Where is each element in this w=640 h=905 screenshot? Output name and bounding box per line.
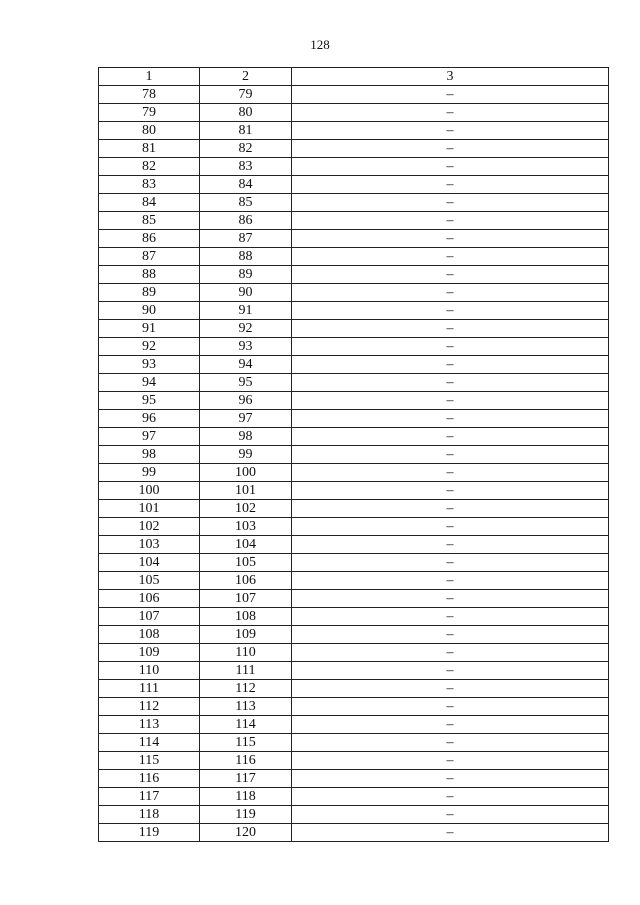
table-row [99,86,609,104]
table-cell-col-2: 111 [200,662,292,680]
table-cell-col-2: 95 [200,374,292,392]
table-cell-col-1: 78 [99,86,200,104]
table-cell-col-1: 88 [99,266,200,284]
table-cell-col-2: 98 [200,428,292,446]
table-cell-col-2: 115 [200,734,292,752]
table-cell-col-3: – [292,518,609,536]
table-row [99,662,609,680]
table-cell-col-1: 80 [99,122,200,140]
column-header-1: 1 [99,68,200,86]
table-cell-col-1: 81 [99,140,200,158]
table-cell-col-1: 97 [99,428,200,446]
table-cell-col-1: 102 [99,518,200,536]
table-cell-col-3: – [292,158,609,176]
table-row [99,194,609,212]
table-cell-col-2: 99 [200,446,292,464]
table-cell-col-3: – [292,698,609,716]
table-row [99,554,609,572]
table-cell-col-2: 116 [200,752,292,770]
table-cell-col-3: – [292,554,609,572]
table-cell-col-2: 108 [200,608,292,626]
table-cell-col-2: 103 [200,518,292,536]
table-row [99,212,609,230]
table-cell-col-1: 98 [99,446,200,464]
table-cell-col-1: 117 [99,788,200,806]
table-cell-col-3: – [292,338,609,356]
table-cell-col-1: 84 [99,194,200,212]
table-cell-col-3: – [292,752,609,770]
table-cell-col-3: – [292,644,609,662]
table-cell-col-2: 107 [200,590,292,608]
table-cell-col-1: 103 [99,536,200,554]
table-cell-col-1: 115 [99,752,200,770]
table-cell-col-2: 93 [200,338,292,356]
table-row [99,410,609,428]
table-cell-col-1: 110 [99,662,200,680]
table-cell-col-1: 118 [99,806,200,824]
table-cell-col-3: – [292,770,609,788]
table-cell-col-3: – [292,212,609,230]
table-cell-col-3: – [292,464,609,482]
table-cell-col-2: 118 [200,788,292,806]
table-cell-col-3: – [292,824,609,842]
table-cell-col-3: – [292,482,609,500]
table-cell-col-2: 83 [200,158,292,176]
header-row [99,68,609,86]
table-cell-col-1: 105 [99,572,200,590]
table-row [99,680,609,698]
table-row [99,176,609,194]
table-row [99,716,609,734]
table-cell-col-1: 113 [99,716,200,734]
table-cell-col-1: 87 [99,248,200,266]
table-cell-col-1: 86 [99,230,200,248]
table-row [99,122,609,140]
table-cell-col-1: 83 [99,176,200,194]
table-cell-col-2: 105 [200,554,292,572]
table-cell-col-1: 108 [99,626,200,644]
table-cell-col-1: 79 [99,104,200,122]
table-cell-col-2: 88 [200,248,292,266]
table-cell-col-3: – [292,230,609,248]
table-cell-col-3: – [292,176,609,194]
table-cell-col-1: 96 [99,410,200,428]
table-cell-col-3: – [292,608,609,626]
table-cell-col-2: 102 [200,500,292,518]
table-row [99,824,609,842]
table-row [99,536,609,554]
column-header-2: 2 [200,68,292,86]
table-cell-col-3: – [292,266,609,284]
table-cell-col-3: – [292,788,609,806]
table-cell-col-3: – [292,86,609,104]
table-cell-col-2: 109 [200,626,292,644]
table-row [99,482,609,500]
table-cell-col-2: 94 [200,356,292,374]
table-cell-col-1: 95 [99,392,200,410]
table-cell-col-1: 82 [99,158,200,176]
table-row [99,428,609,446]
table-row [99,248,609,266]
table-row [99,356,609,374]
table-cell-col-1: 89 [99,284,200,302]
table-cell-col-2: 86 [200,212,292,230]
table-cell-col-3: – [292,446,609,464]
table-cell-col-3: – [292,104,609,122]
table-body [99,86,609,842]
table-cell-col-2: 80 [200,104,292,122]
table-cell-col-3: – [292,590,609,608]
table-cell-col-3: – [292,194,609,212]
table-row [99,788,609,806]
table-row [99,320,609,338]
table-cell-col-3: – [292,500,609,518]
table-cell-col-1: 93 [99,356,200,374]
table-row [99,284,609,302]
table-cell-col-1: 91 [99,320,200,338]
table-cell-col-2: 110 [200,644,292,662]
table-cell-col-1: 116 [99,770,200,788]
table-cell-col-3: – [292,392,609,410]
table-cell-col-2: 101 [200,482,292,500]
table-cell-col-2: 119 [200,806,292,824]
table-cell-col-2: 114 [200,716,292,734]
table-header [99,68,609,86]
table-cell-col-3: – [292,302,609,320]
table-cell-col-3: – [292,734,609,752]
table-cell-col-2: 89 [200,266,292,284]
table-row [99,392,609,410]
table-row [99,230,609,248]
table-cell-col-2: 96 [200,392,292,410]
table-cell-col-3: – [292,140,609,158]
table-cell-col-2: 120 [200,824,292,842]
table-cell-col-2: 113 [200,698,292,716]
table-cell-col-2: 84 [200,176,292,194]
table-cell-col-2: 112 [200,680,292,698]
table-cell-col-2: 104 [200,536,292,554]
table-cell-col-3: – [292,572,609,590]
column-header-3: 3 [292,68,609,86]
table-cell-col-2: 117 [200,770,292,788]
table-row [99,500,609,518]
data-table [98,67,609,842]
table-row [99,644,609,662]
table-cell-col-3: – [292,428,609,446]
table-row [99,806,609,824]
table-row [99,158,609,176]
table-row [99,698,609,716]
table-cell-col-3: – [292,626,609,644]
table-row [99,572,609,590]
table-cell-col-3: – [292,806,609,824]
table-cell-col-3: – [292,410,609,428]
table-cell-col-1: 114 [99,734,200,752]
table-row [99,752,609,770]
page-number: 128 [310,37,330,52]
table-row [99,266,609,284]
table-cell-col-3: – [292,320,609,338]
table-cell-col-1: 100 [99,482,200,500]
table-cell-col-1: 104 [99,554,200,572]
table-row [99,770,609,788]
table-cell-col-2: 106 [200,572,292,590]
table-row [99,626,609,644]
table-cell-col-2: 92 [200,320,292,338]
table-cell-col-1: 99 [99,464,200,482]
table-cell-col-2: 97 [200,410,292,428]
table-cell-col-1: 92 [99,338,200,356]
table-cell-col-3: – [292,284,609,302]
table-cell-col-1: 109 [99,644,200,662]
table-cell-col-2: 82 [200,140,292,158]
table-cell-col-2: 100 [200,464,292,482]
table-cell-col-1: 119 [99,824,200,842]
table-cell-col-3: – [292,716,609,734]
table-row [99,608,609,626]
table-cell-col-2: 90 [200,284,292,302]
table-cell-col-1: 85 [99,212,200,230]
table-cell-col-1: 106 [99,590,200,608]
table-cell-col-2: 79 [200,86,292,104]
table-row [99,734,609,752]
table-cell-col-1: 94 [99,374,200,392]
table-cell-col-1: 107 [99,608,200,626]
table-cell-col-3: – [292,356,609,374]
table-cell-col-2: 81 [200,122,292,140]
table-cell-col-2: 85 [200,194,292,212]
table-cell-col-1: 111 [99,680,200,698]
table-cell-col-3: – [292,248,609,266]
table-row [99,464,609,482]
table-row [99,104,609,122]
table-cell-col-3: – [292,680,609,698]
table-cell-col-2: 87 [200,230,292,248]
table-row [99,590,609,608]
table-cell-col-3: – [292,374,609,392]
table-row [99,140,609,158]
table-cell-col-1: 101 [99,500,200,518]
table-cell-col-3: – [292,536,609,554]
table-cell-col-3: – [292,122,609,140]
table-cell-col-3: – [292,662,609,680]
table-cell-col-2: 91 [200,302,292,320]
table-row [99,302,609,320]
table-cell-col-1: 90 [99,302,200,320]
table-row [99,518,609,536]
table-row [99,338,609,356]
table-row [99,446,609,464]
table-row [99,374,609,392]
table-cell-col-1: 112 [99,698,200,716]
